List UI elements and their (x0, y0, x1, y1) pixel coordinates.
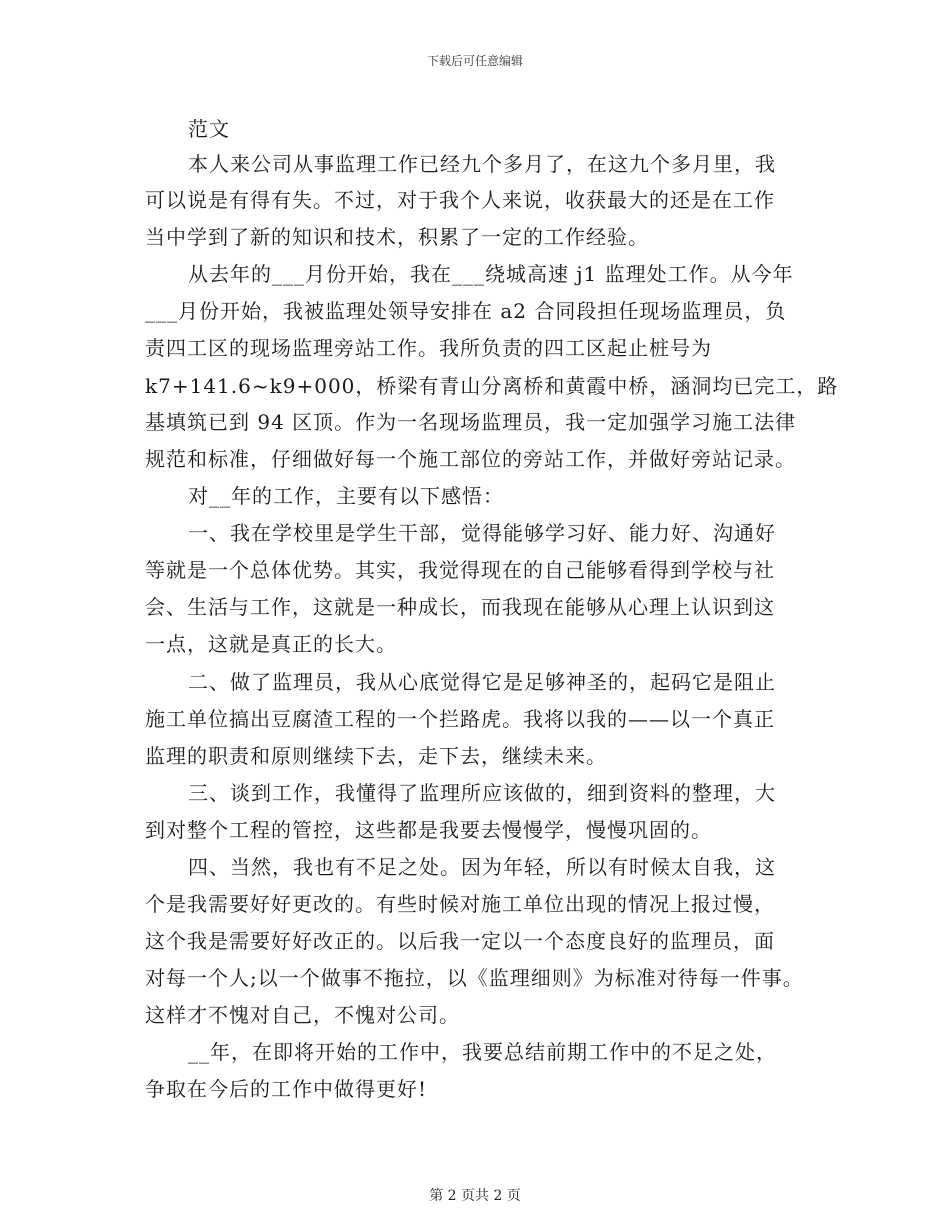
paragraph-line: __年，在即将开始的工作中，我要总结前期工作中的不足之处， (188, 1040, 777, 1064)
paragraph-line: 到对整个工程的管控，这些都是我要去慢慢学，慢慢巩固的。 (145, 818, 712, 842)
page-header: 下载后可任意编辑 (426, 54, 523, 68)
paragraph-line: 规范和标准，仔细做好每一个施工部位的旁站工作，并做好旁站记录。 (145, 447, 796, 471)
page-footer: 第 2 页共 2 页 (429, 1188, 521, 1204)
paragraph-line: 这个我是需要好好改正的。以后我一定以一个态度良好的监理员，面 (145, 929, 775, 953)
paragraph-line: 三、谈到工作，我懂得了监理所应该做的，细到资料的整理，大 (188, 781, 776, 805)
paragraph-line: 个是我需要好好更改的。有些时候对施工单位出现的情况上报过慢， (145, 892, 775, 916)
paragraph-line: 当中学到了新的知识和技术，积累了一定的工作经验。 (145, 225, 649, 249)
paragraph-line: ___月份开始，我被监理处领导安排在 a2 合同段担任现场监理员，负 (145, 299, 787, 323)
paragraph-line: 基填筑已到 94 区顶。作为一名现场监理员，我一定加强学习施工法律 (145, 410, 797, 434)
heading-fanwen: 范文 (188, 117, 230, 141)
paragraph-line: 争取在今后的工作中做得更好! (145, 1077, 428, 1101)
paragraph-line: 一、我在学校里是学生干部，觉得能够学习好、能力好、沟通好 (188, 521, 776, 545)
paragraph-line: 对__年的工作，主要有以下感悟： (188, 484, 504, 508)
paragraph-line: 监理的职责和原则继续下去，走下去，继续未来。 (145, 744, 607, 768)
paragraph-line: 本人来公司从事监理工作已经九个多月了，在这九个多月里，我 (188, 152, 776, 176)
paragraph-line: 对每一个人;以一个做事不拖拉，以《监理细则》为标准对待每一件事。 (145, 966, 804, 990)
paragraph-line: 会、生活与工作，这就是一种成长，而我现在能够从心理上认识到这 (145, 595, 775, 619)
paragraph-line: 这样才不愧对自己，不愧对公司。 (145, 1003, 460, 1027)
paragraph-line: 一点，这就是真正的长大。 (145, 632, 397, 656)
paragraph-line: 四、当然，我也有不足之处。因为年轻，所以有时候太自我，这 (188, 855, 776, 879)
paragraph-line: 可以说是有得有失。不过，对于我个人来说，收获最大的还是在工作 (145, 188, 775, 212)
paragraph-line: 从去年的___月份开始，我在___绕城高速 j1 监理处工作。从今年 (188, 262, 794, 286)
paragraph-line: 二、做了监理员，我从心底觉得它是足够神圣的，起码它是阻止 (188, 670, 776, 694)
paragraph-line: 等就是一个总体优势。其实，我觉得现在的自己能够看得到学校与社 (145, 558, 775, 582)
paragraph-line: 施工单位搞出豆腐渣工程的一个拦路虎。我将以我的——以一个真正 (145, 707, 775, 731)
paragraph-line: 责四工区的现场监理旁站工作。我所负责的四工区起止桩号为 (145, 336, 712, 360)
paragraph-line: k7+141.6~k9+000，桥梁有青山分离桥和黄霞中桥，涵洞均已完工，路 (145, 374, 839, 398)
